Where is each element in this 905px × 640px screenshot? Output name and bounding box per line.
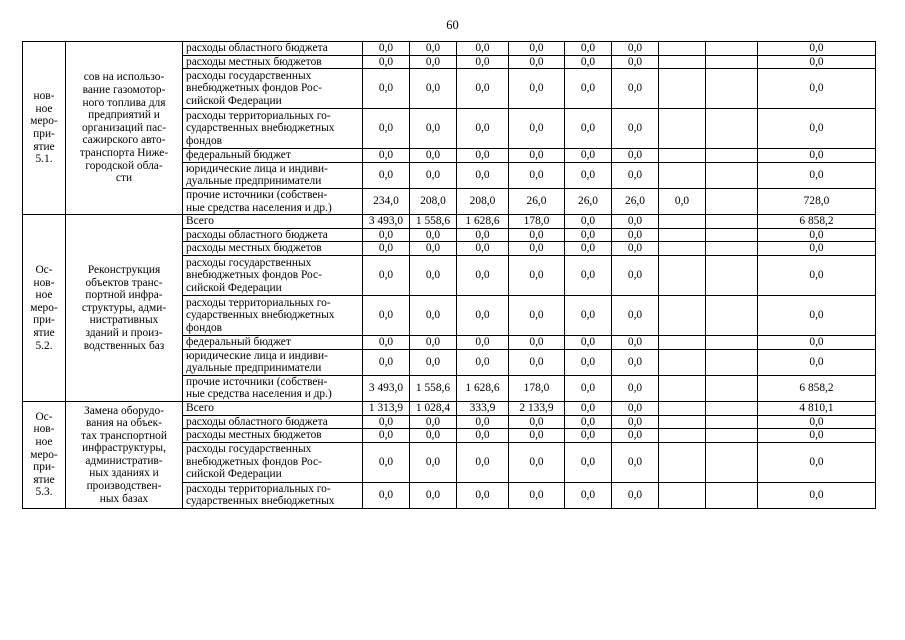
value-cell: 0,0 bbox=[612, 228, 659, 242]
value-cell: 26,0 bbox=[509, 188, 565, 214]
value-cell bbox=[659, 335, 706, 349]
funding-source-cell: расходы территориальных го- сударственных внебюджетных bbox=[183, 482, 363, 508]
value-cell: 333,9 bbox=[457, 401, 509, 415]
value-cell: 0,0 bbox=[509, 482, 565, 508]
value-cell: 0,0 bbox=[457, 295, 509, 335]
value-cell bbox=[706, 215, 758, 229]
value-cell: 3 493,0 bbox=[363, 375, 410, 401]
total-cell: 0,0 bbox=[758, 55, 876, 69]
value-cell: 0,0 bbox=[457, 69, 509, 109]
value-cell: 178,0 bbox=[509, 215, 565, 229]
value-cell: 0,0 bbox=[509, 162, 565, 188]
funding-source-cell: расходы территориальных го- сударственных внебюджетных фондов bbox=[183, 109, 363, 149]
value-cell: 1 628,6 bbox=[457, 215, 509, 229]
value-cell: 0,0 bbox=[612, 415, 659, 429]
value-cell: 0,0 bbox=[410, 335, 457, 349]
value-cell bbox=[706, 349, 758, 375]
value-cell: 0,0 bbox=[565, 415, 612, 429]
value-cell: 0,0 bbox=[410, 149, 457, 163]
value-cell: 0,0 bbox=[509, 255, 565, 295]
value-cell: 0,0 bbox=[565, 349, 612, 375]
value-cell: 0,0 bbox=[509, 55, 565, 69]
value-cell: 1 028,4 bbox=[410, 401, 457, 415]
value-cell: 26,0 bbox=[565, 188, 612, 214]
value-cell bbox=[706, 162, 758, 188]
value-cell: 0,0 bbox=[612, 349, 659, 375]
value-cell bbox=[659, 429, 706, 443]
funding-source-cell: расходы государственных внебюджетных фондов Рос- сийской Федерации bbox=[183, 69, 363, 109]
funding-source-cell: федеральный бюджет bbox=[183, 149, 363, 163]
value-cell: 0,0 bbox=[612, 429, 659, 443]
value-cell bbox=[706, 335, 758, 349]
value-cell bbox=[706, 482, 758, 508]
value-cell: 0,0 bbox=[410, 69, 457, 109]
value-cell: 0,0 bbox=[612, 215, 659, 229]
funding-source-cell: юридические лица и индиви- дуальные предприниматели bbox=[183, 349, 363, 375]
value-cell: 0,0 bbox=[565, 242, 612, 256]
value-cell: 0,0 bbox=[457, 255, 509, 295]
value-cell: 0,0 bbox=[509, 349, 565, 375]
value-cell: 0,0 bbox=[565, 162, 612, 188]
value-cell: 0,0 bbox=[363, 42, 410, 56]
value-cell bbox=[659, 415, 706, 429]
value-cell bbox=[706, 442, 758, 482]
total-cell: 0,0 bbox=[758, 429, 876, 443]
value-cell bbox=[659, 109, 706, 149]
value-cell: 2 133,9 bbox=[509, 401, 565, 415]
value-cell: 0,0 bbox=[457, 242, 509, 256]
funding-source-cell: расходы местных бюджетов bbox=[183, 242, 363, 256]
value-cell: 0,0 bbox=[565, 375, 612, 401]
value-cell bbox=[706, 401, 758, 415]
value-cell: 0,0 bbox=[612, 42, 659, 56]
value-cell: 0,0 bbox=[612, 149, 659, 163]
total-cell: 0,0 bbox=[758, 228, 876, 242]
value-cell: 0,0 bbox=[612, 69, 659, 109]
value-cell bbox=[706, 228, 758, 242]
value-cell: 0,0 bbox=[457, 55, 509, 69]
value-cell: 0,0 bbox=[457, 335, 509, 349]
value-cell: 0,0 bbox=[410, 349, 457, 375]
value-cell: 0,0 bbox=[565, 401, 612, 415]
value-cell: 0,0 bbox=[565, 255, 612, 295]
value-cell: 1 313,9 bbox=[363, 401, 410, 415]
total-cell: 0,0 bbox=[758, 242, 876, 256]
value-cell: 0,0 bbox=[659, 188, 706, 214]
value-cell: 0,0 bbox=[612, 375, 659, 401]
funding-source-cell: расходы территориальных го- сударственных внебюджетных фондов bbox=[183, 295, 363, 335]
value-cell: 0,0 bbox=[509, 415, 565, 429]
total-cell: 0,0 bbox=[758, 335, 876, 349]
value-cell: 0,0 bbox=[363, 228, 410, 242]
value-cell bbox=[659, 162, 706, 188]
funding-source-cell: расходы государственных внебюджетных фондов Рос- сийской Федерации bbox=[183, 442, 363, 482]
value-cell: 0,0 bbox=[410, 42, 457, 56]
value-cell: 0,0 bbox=[612, 109, 659, 149]
value-cell: 26,0 bbox=[612, 188, 659, 214]
funding-source-cell: федеральный бюджет bbox=[183, 335, 363, 349]
value-cell: 178,0 bbox=[509, 375, 565, 401]
value-cell bbox=[659, 401, 706, 415]
value-cell: 234,0 bbox=[363, 188, 410, 214]
value-cell: 0,0 bbox=[410, 442, 457, 482]
value-cell bbox=[706, 429, 758, 443]
measure-cell: нов- ное меро- при- ятие 5.1. bbox=[23, 42, 66, 215]
value-cell: 0,0 bbox=[410, 429, 457, 443]
value-cell: 0,0 bbox=[363, 482, 410, 508]
value-cell: 0,0 bbox=[363, 149, 410, 163]
value-cell: 0,0 bbox=[565, 335, 612, 349]
measure-cell: Ос- нов- ное меро- при- ятие 5.2. bbox=[23, 215, 66, 402]
value-cell: 0,0 bbox=[457, 149, 509, 163]
value-cell: 0,0 bbox=[509, 429, 565, 443]
value-cell: 0,0 bbox=[363, 415, 410, 429]
value-cell: 208,0 bbox=[410, 188, 457, 214]
value-cell: 0,0 bbox=[565, 69, 612, 109]
value-cell: 0,0 bbox=[565, 149, 612, 163]
value-cell bbox=[706, 42, 758, 56]
value-cell bbox=[659, 295, 706, 335]
value-cell: 0,0 bbox=[612, 442, 659, 482]
funding-source-cell: прочие источники (собствен- ные средства населения и др.) bbox=[183, 188, 363, 214]
value-cell bbox=[659, 215, 706, 229]
value-cell: 0,0 bbox=[565, 42, 612, 56]
value-cell bbox=[659, 255, 706, 295]
total-cell: 0,0 bbox=[758, 162, 876, 188]
funding-source-cell: юридические лица и индиви- дуальные предприниматели bbox=[183, 162, 363, 188]
funding-source-cell: расходы местных бюджетов bbox=[183, 429, 363, 443]
value-cell bbox=[659, 42, 706, 56]
value-cell: 0,0 bbox=[612, 255, 659, 295]
total-cell: 0,0 bbox=[758, 69, 876, 109]
value-cell: 1 628,6 bbox=[457, 375, 509, 401]
table-row bbox=[23, 42, 876, 56]
value-cell: 0,0 bbox=[410, 415, 457, 429]
total-cell: 6 858,2 bbox=[758, 215, 876, 229]
value-cell: 0,0 bbox=[509, 295, 565, 335]
value-cell: 208,0 bbox=[457, 188, 509, 214]
funding-source-cell: расходы областного бюджета bbox=[183, 415, 363, 429]
value-cell: 0,0 bbox=[410, 295, 457, 335]
value-cell: 0,0 bbox=[612, 401, 659, 415]
value-cell bbox=[659, 55, 706, 69]
value-cell: 0,0 bbox=[509, 69, 565, 109]
value-cell: 3 493,0 bbox=[363, 215, 410, 229]
value-cell: 0,0 bbox=[612, 335, 659, 349]
table-row bbox=[23, 401, 876, 415]
value-cell: 0,0 bbox=[363, 255, 410, 295]
value-cell: 0,0 bbox=[509, 42, 565, 56]
funding-source-cell: расходы государственных внебюджетных фондов Рос- сийской Федерации bbox=[183, 255, 363, 295]
description-cell: Реконструкция объектов транс- портной инфра- структуры, адми- нистративных зданий и произ- водственных баз bbox=[66, 215, 183, 402]
description-cell: Замена оборудо- вания на объек- тах транспортной инфраструктуры, административ- ных зданиях и производствен- ных базах bbox=[66, 401, 183, 508]
value-cell bbox=[659, 149, 706, 163]
value-cell: 0,0 bbox=[410, 55, 457, 69]
value-cell: 0,0 bbox=[363, 442, 410, 482]
value-cell bbox=[659, 228, 706, 242]
value-cell: 0,0 bbox=[509, 149, 565, 163]
value-cell: 0,0 bbox=[457, 482, 509, 508]
funding-source-cell: прочие источники (собствен- ные средства населения и др.) bbox=[183, 375, 363, 401]
value-cell: 0,0 bbox=[363, 55, 410, 69]
value-cell bbox=[659, 482, 706, 508]
value-cell: 0,0 bbox=[410, 242, 457, 256]
value-cell: 0,0 bbox=[410, 482, 457, 508]
description-cell: сов на использо- вание газомотор- ного топлива для предприятий и организаций пас- сажирского авто- транспорта Ниже- городской обла- сти bbox=[66, 42, 183, 215]
value-cell: 1 558,6 bbox=[410, 215, 457, 229]
value-cell: 0,0 bbox=[457, 349, 509, 375]
value-cell: 0,0 bbox=[363, 162, 410, 188]
funding-source-cell: расходы областного бюджета bbox=[183, 228, 363, 242]
page-number: 60 bbox=[446, 18, 459, 32]
value-cell bbox=[706, 375, 758, 401]
total-cell: 0,0 bbox=[758, 442, 876, 482]
total-cell: 0,0 bbox=[758, 295, 876, 335]
total-cell: 0,0 bbox=[758, 255, 876, 295]
value-cell: 0,0 bbox=[410, 162, 457, 188]
value-cell: 0,0 bbox=[457, 228, 509, 242]
funding-source-cell: расходы местных бюджетов bbox=[183, 55, 363, 69]
value-cell: 0,0 bbox=[509, 228, 565, 242]
total-cell: 0,0 bbox=[758, 42, 876, 56]
value-cell bbox=[659, 242, 706, 256]
value-cell: 0,0 bbox=[565, 215, 612, 229]
value-cell bbox=[706, 255, 758, 295]
value-cell: 0,0 bbox=[457, 42, 509, 56]
value-cell: 0,0 bbox=[363, 335, 410, 349]
value-cell: 0,0 bbox=[410, 109, 457, 149]
measure-cell: Ос- нов- ное меро- при- ятие 5.3. bbox=[23, 401, 66, 508]
value-cell: 0,0 bbox=[565, 55, 612, 69]
value-cell bbox=[706, 55, 758, 69]
value-cell: 0,0 bbox=[457, 415, 509, 429]
value-cell: 0,0 bbox=[612, 482, 659, 508]
value-cell: 0,0 bbox=[509, 109, 565, 149]
value-cell: 0,0 bbox=[565, 295, 612, 335]
value-cell: 0,0 bbox=[363, 69, 410, 109]
value-cell: 0,0 bbox=[565, 228, 612, 242]
total-cell: 0,0 bbox=[758, 415, 876, 429]
value-cell: 0,0 bbox=[565, 109, 612, 149]
value-cell bbox=[706, 242, 758, 256]
total-cell: 0,0 bbox=[758, 149, 876, 163]
value-cell: 0,0 bbox=[363, 429, 410, 443]
funding-source-cell: расходы областного бюджета bbox=[183, 42, 363, 56]
value-cell: 0,0 bbox=[509, 442, 565, 482]
value-cell bbox=[706, 69, 758, 109]
value-cell: 0,0 bbox=[363, 242, 410, 256]
value-cell bbox=[706, 149, 758, 163]
value-cell: 0,0 bbox=[612, 55, 659, 69]
value-cell: 0,0 bbox=[410, 255, 457, 295]
funding-source-cell: Всего bbox=[183, 401, 363, 415]
value-cell bbox=[659, 349, 706, 375]
value-cell: 1 558,6 bbox=[410, 375, 457, 401]
value-cell: 0,0 bbox=[612, 162, 659, 188]
value-cell: 0,0 bbox=[457, 109, 509, 149]
total-cell: 0,0 bbox=[758, 349, 876, 375]
funding-source-cell: Всего bbox=[183, 215, 363, 229]
value-cell bbox=[706, 188, 758, 214]
total-cell: 6 858,2 bbox=[758, 375, 876, 401]
value-cell: 0,0 bbox=[363, 109, 410, 149]
value-cell: 0,0 bbox=[565, 429, 612, 443]
total-cell: 728,0 bbox=[758, 188, 876, 214]
budget-table bbox=[22, 41, 876, 509]
value-cell: 0,0 bbox=[363, 295, 410, 335]
value-cell bbox=[659, 442, 706, 482]
value-cell: 0,0 bbox=[457, 429, 509, 443]
value-cell: 0,0 bbox=[457, 442, 509, 482]
value-cell: 0,0 bbox=[509, 335, 565, 349]
value-cell bbox=[659, 375, 706, 401]
value-cell bbox=[659, 69, 706, 109]
value-cell: 0,0 bbox=[457, 162, 509, 188]
value-cell bbox=[706, 295, 758, 335]
value-cell: 0,0 bbox=[363, 349, 410, 375]
value-cell: 0,0 bbox=[565, 482, 612, 508]
value-cell: 0,0 bbox=[509, 242, 565, 256]
total-cell: 0,0 bbox=[758, 482, 876, 508]
value-cell: 0,0 bbox=[612, 295, 659, 335]
value-cell: 0,0 bbox=[565, 442, 612, 482]
total-cell: 0,0 bbox=[758, 109, 876, 149]
value-cell: 0,0 bbox=[612, 242, 659, 256]
value-cell bbox=[706, 109, 758, 149]
value-cell bbox=[706, 415, 758, 429]
value-cell: 0,0 bbox=[410, 228, 457, 242]
table-row bbox=[23, 215, 876, 229]
table-body bbox=[23, 42, 876, 509]
total-cell: 4 810,1 bbox=[758, 401, 876, 415]
